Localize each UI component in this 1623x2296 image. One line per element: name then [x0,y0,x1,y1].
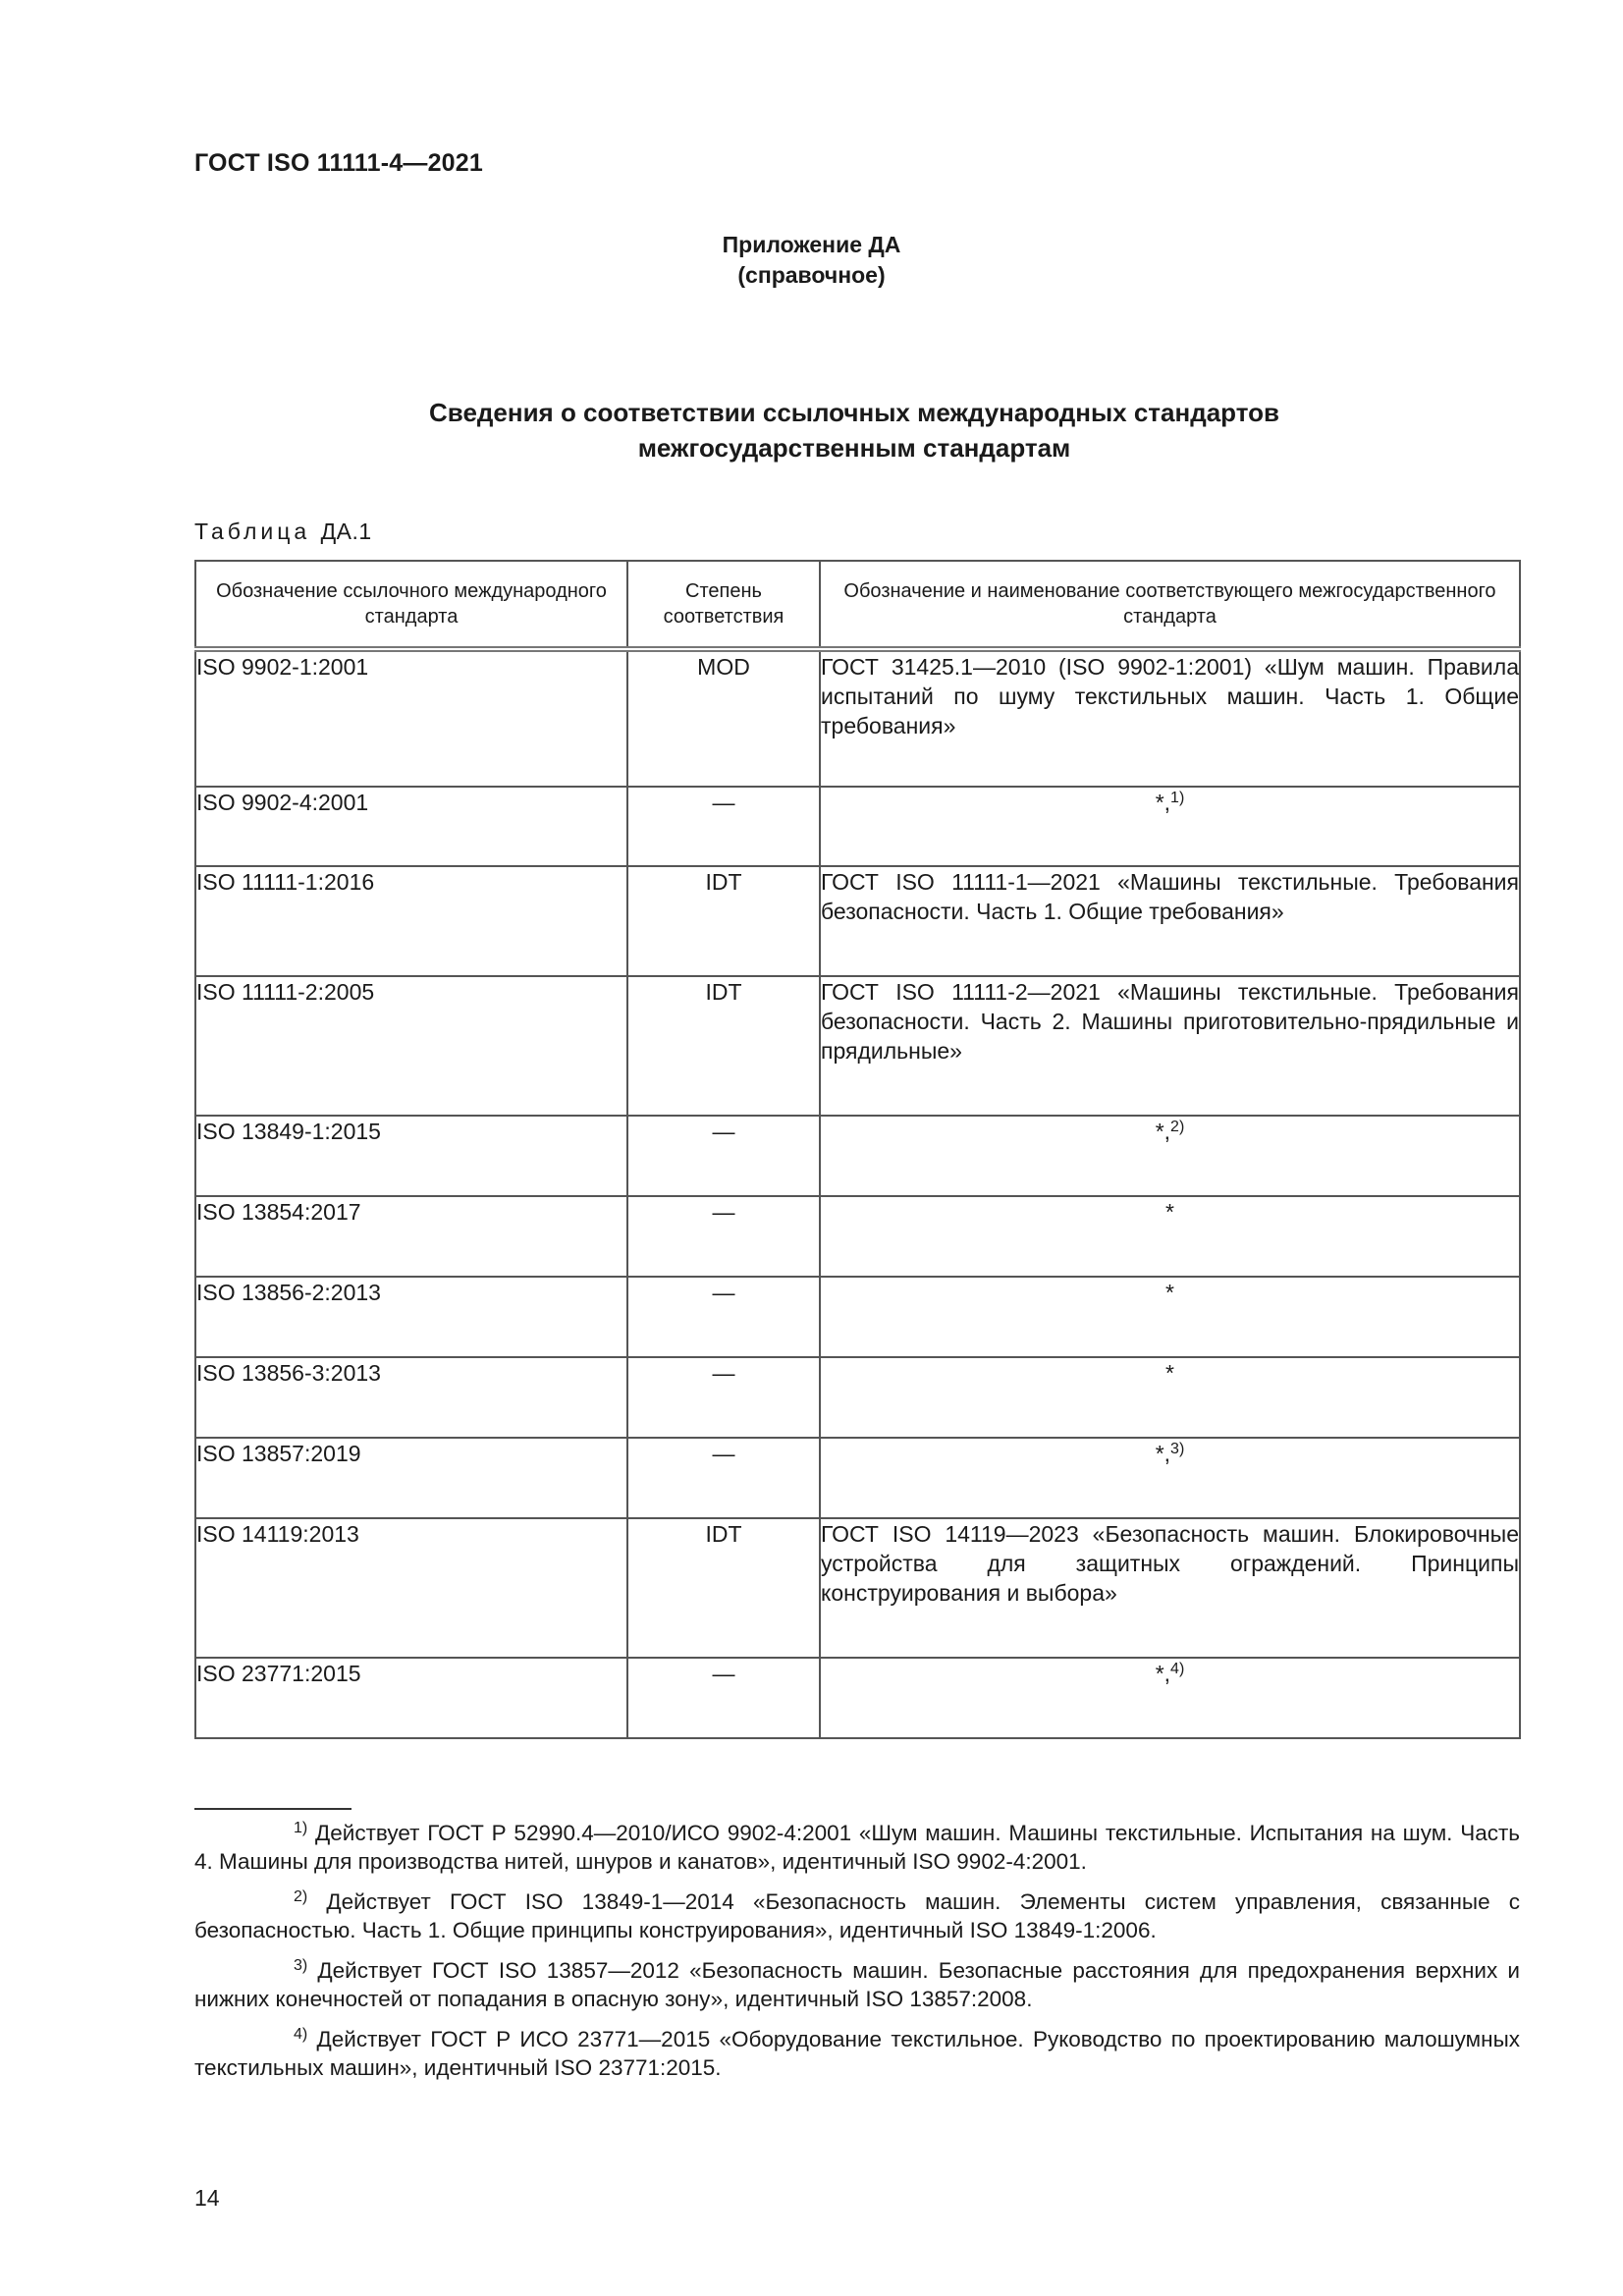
cell-name [820,1518,1520,1658]
footnote-mark: 2) [294,1888,308,1905]
cell-code: ISO 13856-3:2013 [195,1357,627,1438]
table-heading-line-2: межгосударственным стандартам [637,433,1071,463]
table-row [195,787,1520,866]
cell-degree: — [627,1196,820,1277]
cell-name [820,1438,1520,1518]
cell-degree: — [627,1277,820,1357]
cell-code: ISO 13857:2019 [195,1438,627,1518]
table-row [195,1116,1520,1196]
table-header-row [195,561,1520,649]
cell-name [820,649,1520,787]
cell-name [820,787,1520,866]
header-interstate-standard: Обозначение и наименование соответствующего межгосударственного стандарта [820,561,1520,649]
table-row [195,976,1520,1116]
cell-degree: — [627,1438,820,1518]
cell-degree: — [627,1116,820,1196]
cell-name-text: ГОСТ ISO 11111-1—2021 «Машины текстильные. Требования безопасности. Часть 1. Общие требования» [821,869,1519,924]
footnote [194,1819,1520,1876]
footnote-ref: 1) [1170,790,1185,806]
cell-degree: — [627,787,820,866]
cell-name-text: * [1165,1360,1174,1386]
standards-table [194,560,1521,1739]
cell-code: ISO 23771:2015 [195,1658,627,1738]
footnote-ref: 4) [1170,1661,1185,1677]
table-caption-label: Таблица [194,519,311,544]
footnote-ref: 3) [1170,1441,1185,1457]
cell-code: ISO 11111-2:2005 [195,976,627,1116]
cell-name-text: *, [1155,790,1171,815]
cell-name [820,976,1520,1116]
cell-code: ISO 14119:2013 [195,1518,627,1658]
cell-name-text: *, [1155,1661,1171,1686]
table-row [195,1196,1520,1277]
cell-name-text: * [1165,1199,1174,1225]
cell-degree: IDT [627,976,820,1116]
table-row [195,649,1520,787]
footnotes [194,1819,1520,2094]
table-row [195,1277,1520,1357]
cell-degree: IDT [627,1518,820,1658]
cell-degree: IDT [627,866,820,976]
table-caption-number: ДА.1 [320,519,372,544]
cell-code: ISO 9902-4:2001 [195,787,627,866]
footnote [194,1956,1520,2013]
document-code: ГОСТ ISO 11111-4—2021 [194,149,483,177]
footnote-text: Действует ГОСТ ISO 13857—2012 «Безопасность машин. Безопасные расстояния для предохранения верхних и нижних конечностей от попадания в опасную зону», идентичный ISO 13857:2008. [194,1958,1520,2011]
footnote-mark: 3) [294,1957,308,1974]
table-heading-line-1: Сведения о соответствии ссылочных международных стандартов [429,398,1279,427]
cell-name-text: ГОСТ ISO 11111-2—2021 «Машины текстильные. Требования безопасности. Часть 2. Машины приготовительно-прядильные и прядильные» [821,979,1519,1064]
cell-name [820,1116,1520,1196]
cell-degree: — [627,1658,820,1738]
annex-type: (справочное) [737,262,886,288]
page-number: 14 [194,2185,220,2211]
annex-title: Приложение ДА [722,232,901,257]
table-row [195,1438,1520,1518]
table-row [195,866,1520,976]
footnote-text: Действует ГОСТ ISO 13849-1—2014 «Безопасность машин. Элементы систем управления, связанные с безопасностью. Часть 1. Общие принципы конструирования», идентичный ISO 13849-1:2006. [194,1889,1520,1942]
cell-name [820,1196,1520,1277]
cell-name [820,1277,1520,1357]
table-row [195,1357,1520,1438]
cell-name-text: ГОСТ ISO 14119—2023 «Безопасность машин. Блокировочные устройства для защитных ограждений. Принципы конструирования и выбора» [821,1521,1519,1606]
table-row [195,1518,1520,1658]
cell-code: ISO 13854:2017 [195,1196,627,1277]
table-heading [0,395,1623,465]
cell-code: ISO 9902-1:2001 [195,649,627,787]
header-international-standard: Обозначение ссылочного международного стандарта [195,561,627,649]
cell-name-text: ГОСТ 31425.1—2010 (ISO 9902-1:2001) «Шум машин. Правила испытаний по шуму текстильных машин. Часть 1. Общие требования» [821,654,1519,738]
cell-code: ISO 11111-1:2016 [195,866,627,976]
cell-name-text: *, [1155,1119,1171,1144]
footnote-mark: 1) [294,1820,308,1836]
cell-code: ISO 13849-1:2015 [195,1116,627,1196]
footnote [194,2025,1520,2082]
cell-name [820,866,1520,976]
cell-degree: MOD [627,649,820,787]
table-row [195,1658,1520,1738]
annex-title-block [0,230,1623,291]
cell-code: ISO 13856-2:2013 [195,1277,627,1357]
footnote-separator [194,1808,352,1810]
header-degree: Степень соответствия [627,561,820,649]
cell-name [820,1658,1520,1738]
cell-name-text: *, [1155,1441,1171,1466]
footnote-text: Действует ГОСТ Р 52990.4—2010/ИСО 9902-4:2001 «Шум машин. Машины текстильные. Испытания на шум. Часть 4. Машины для производства нитей, шнуров и канатов», идентичный ISO 9902-4:2001. [194,1821,1520,1874]
footnote-ref: 2) [1170,1119,1185,1135]
cell-name-text: * [1165,1280,1174,1305]
footnote-mark: 4) [294,2026,308,2043]
footnote [194,1887,1520,1944]
table-caption [194,519,372,545]
footnote-text: Действует ГОСТ Р ИСО 23771—2015 «Оборудование текстильное. Руководство по проектированию малошумных текстильных машин», идентичный ISO 23771:2015. [194,2027,1520,2080]
cell-degree: — [627,1357,820,1438]
cell-name [820,1357,1520,1438]
